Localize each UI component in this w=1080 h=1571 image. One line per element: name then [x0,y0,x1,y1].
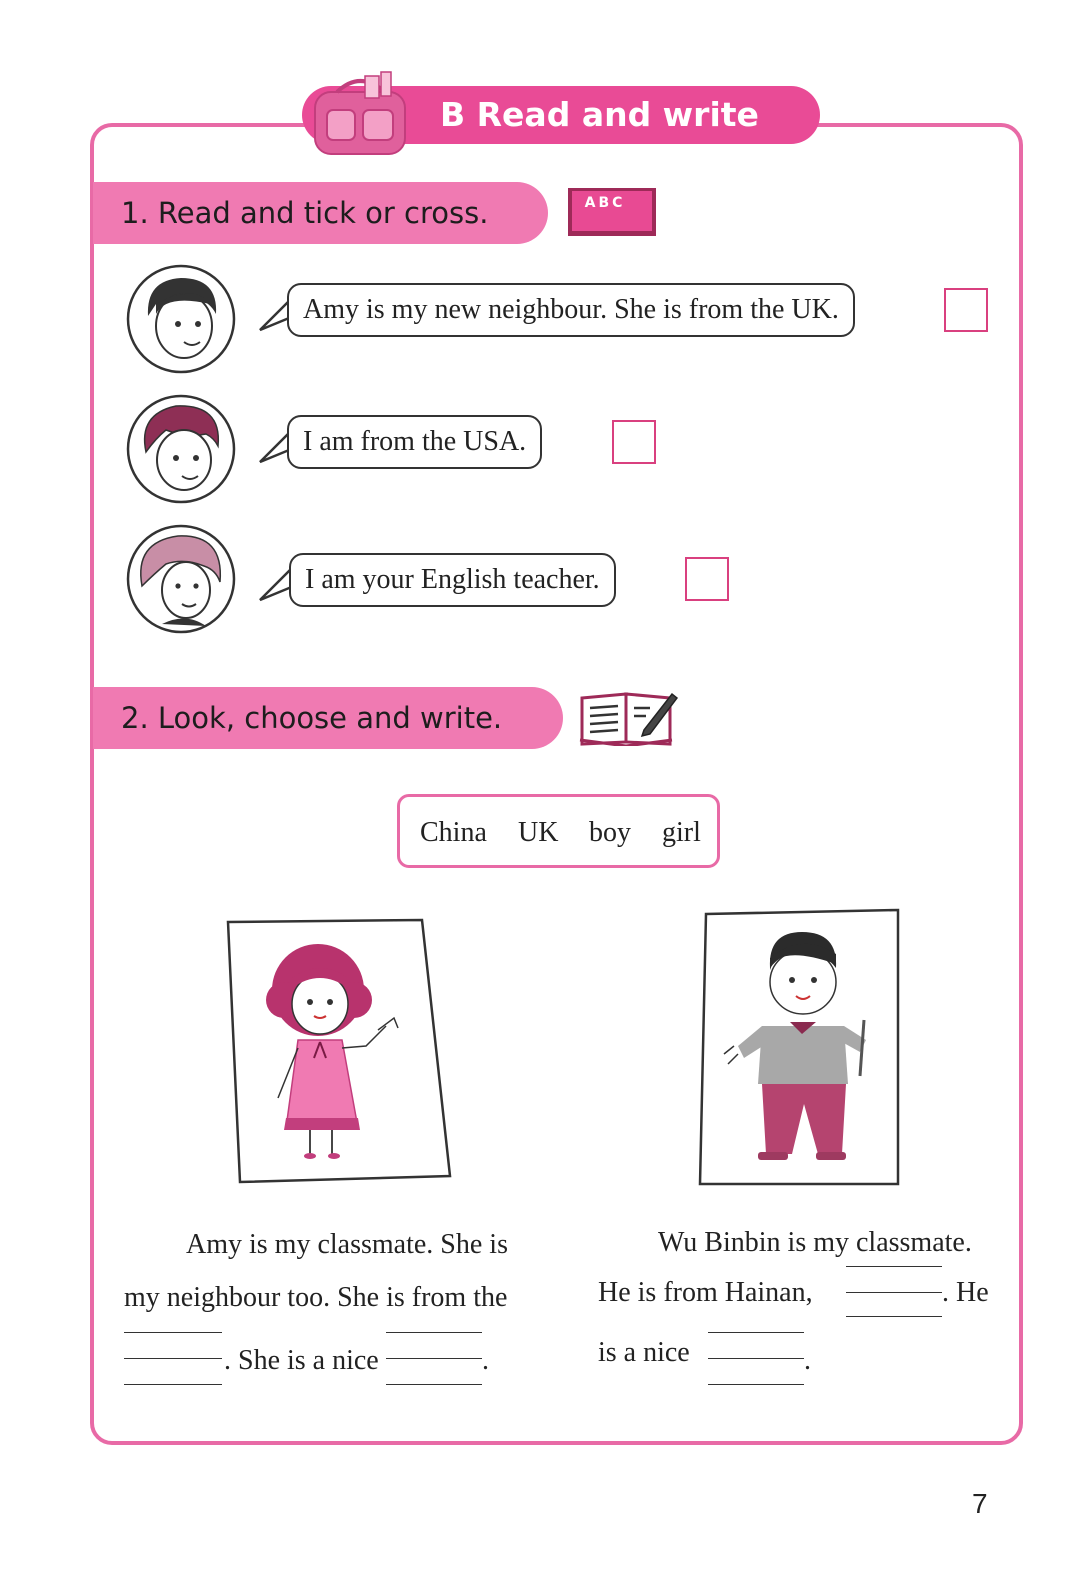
section2-heading: 2. Look, choose and write. [93,687,563,749]
teacher-avatar [126,524,236,634]
right-line-1: Wu Binbin is my classmate. [658,1227,972,1258]
left-line-1: Amy is my classmate. She is [186,1229,508,1260]
right-line-3-end: . [804,1345,811,1376]
section1-heading: 1. Read and tick or cross. [93,182,548,244]
word-bank [397,794,720,868]
tick-box-3[interactable] [685,557,729,601]
left-line-3: . She is a nice [224,1345,379,1376]
speech-bubble-1: Amy is my new neighbour. She is from the UK. [287,283,855,337]
right-line-2: He is from Hainan, [598,1277,813,1308]
answer-blank[interactable] [846,1266,942,1318]
book-pencil-icon [578,688,678,746]
abc-board-icon [567,187,657,237]
answer-blank[interactable] [386,1332,482,1384]
amy-girl-picture [226,918,454,1188]
speech-bubble-2: I am from the USA. [287,415,542,469]
tick-box-1[interactable] [944,288,988,332]
left-line-2: my neighbour too. She is from the [124,1282,508,1313]
page-title: B Read and write [440,95,759,134]
tick-box-2[interactable] [612,420,656,464]
speech-bubble-3: I am your English teacher. [289,553,616,607]
boy-avatar [126,264,236,374]
answer-blank[interactable] [708,1332,804,1384]
word-boy: boy [589,817,631,848]
right-line-2-end: . He [942,1277,989,1308]
abc-badge-label: ABC [584,195,626,211]
curly-boy-avatar [126,394,236,504]
page-number: 7 [972,1488,988,1519]
right-line-3: is a nice [598,1337,690,1368]
left-line-3-end: . [482,1345,489,1376]
word-uk: UK [518,817,559,848]
word-girl: girl [662,817,701,848]
answer-blank[interactable] [124,1332,222,1384]
word-china: China [420,817,487,848]
wu-binbin-boy-picture [698,908,902,1186]
school-bag-icon [305,70,420,158]
